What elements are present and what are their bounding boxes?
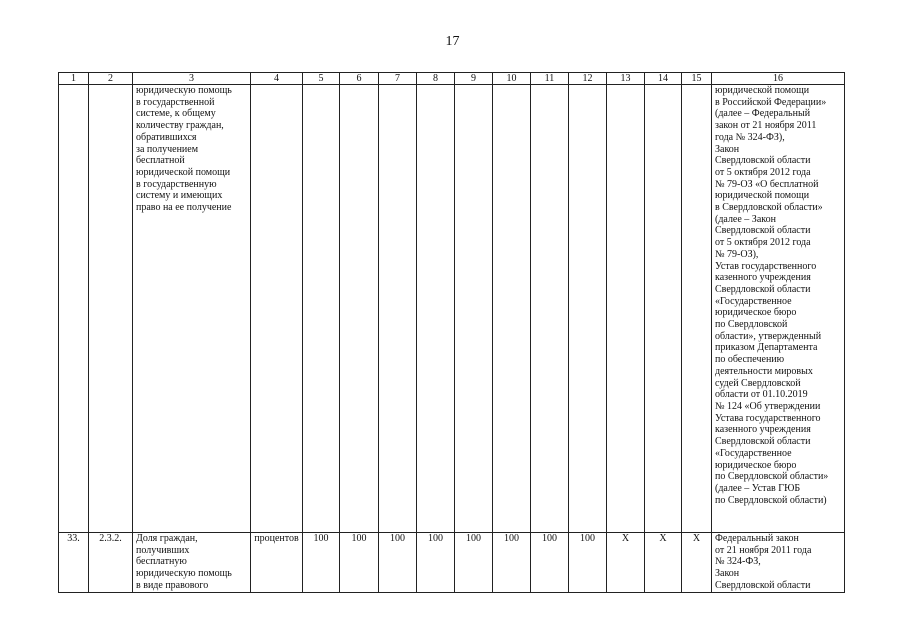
column-header: 7 [379, 73, 417, 85]
value-cell: 100 [303, 533, 340, 593]
mark-cell: Х [645, 533, 682, 593]
value-cell: 100 [417, 533, 455, 593]
column-header: 14 [645, 73, 682, 85]
table-cell [89, 85, 133, 533]
table-cell [379, 85, 417, 533]
table-cell [607, 85, 645, 533]
table-row-continuation [59, 85, 845, 533]
table-cell [59, 85, 89, 533]
indicator-name-cell: Доля граждан, получивших бесплатную юридическую помощь в виде правового [133, 533, 251, 593]
column-header: 15 [682, 73, 712, 85]
row-number-cell: 33. [59, 533, 89, 593]
value-cell: 100 [340, 533, 379, 593]
mark-cell: Х [682, 533, 712, 593]
column-header: 6 [340, 73, 379, 85]
table-cell [645, 85, 682, 533]
table-cell [303, 85, 340, 533]
table-cell [455, 85, 493, 533]
table-cell [251, 85, 303, 533]
indicators-table [58, 72, 845, 593]
indicator-name-cell: юридическую помощь в государственной системе, к общему количеству граждан, обратившихся за получением бесплатной юридической помощи в государственную систему и имеющих право на ее получение [133, 85, 251, 533]
value-cell: 100 [455, 533, 493, 593]
column-header: 8 [417, 73, 455, 85]
value-cell: 100 [531, 533, 569, 593]
row-code-cell: 2.3.2. [89, 533, 133, 593]
column-header: 13 [607, 73, 645, 85]
table-row-33 [59, 533, 845, 593]
table-header-row [59, 73, 845, 85]
mark-cell: Х [607, 533, 645, 593]
value-cell: 100 [379, 533, 417, 593]
legal-basis-cell: Федеральный закон от 21 ноября 2011 года № 324-ФЗ, Закон Свердловской области [712, 533, 845, 593]
column-header: 5 [303, 73, 340, 85]
value-cell: 100 [493, 533, 531, 593]
table-cell [340, 85, 379, 533]
column-header: 11 [531, 73, 569, 85]
column-header: 3 [133, 73, 251, 85]
column-header: 9 [455, 73, 493, 85]
table-cell [569, 85, 607, 533]
column-header: 2 [89, 73, 133, 85]
page-number: 17 [445, 34, 460, 49]
table-cell [682, 85, 712, 533]
column-header: 12 [569, 73, 607, 85]
unit-cell: процентов [251, 533, 303, 593]
column-header: 4 [251, 73, 303, 85]
column-header: 16 [712, 73, 845, 85]
value-cell: 100 [569, 533, 607, 593]
column-header: 10 [493, 73, 531, 85]
table-cell [417, 85, 455, 533]
legal-basis-cell: юридической помощи в Российской Федерации» (далее – Федеральный закон от 21 ноября 2011 года № 324-ФЗ), Закон Свердловской области от 5 октября 2012 года № 79-ОЗ «О бесплатной юридической помощи в Свердловской области» (далее – Закон Свердловской области от 5 октября 2012 года № 79-ОЗ), Устав государственного казенного учреждения Свердловской области «Государственное юридическое бюро по Свердловской области», утвержденный приказом Департамента по обеспечению деятельности мировых судей Свердловской области от 01.10.2019 № 124 «Об утверждении Устава государственного казенного учреждения Свердловской области «Государственное юридическое бюро по Свердловской области» (далее – Устав ГЮБ по Свердловской области) [712, 85, 845, 533]
table-cell [531, 85, 569, 533]
column-header: 1 [59, 73, 89, 85]
table-cell [493, 85, 531, 533]
